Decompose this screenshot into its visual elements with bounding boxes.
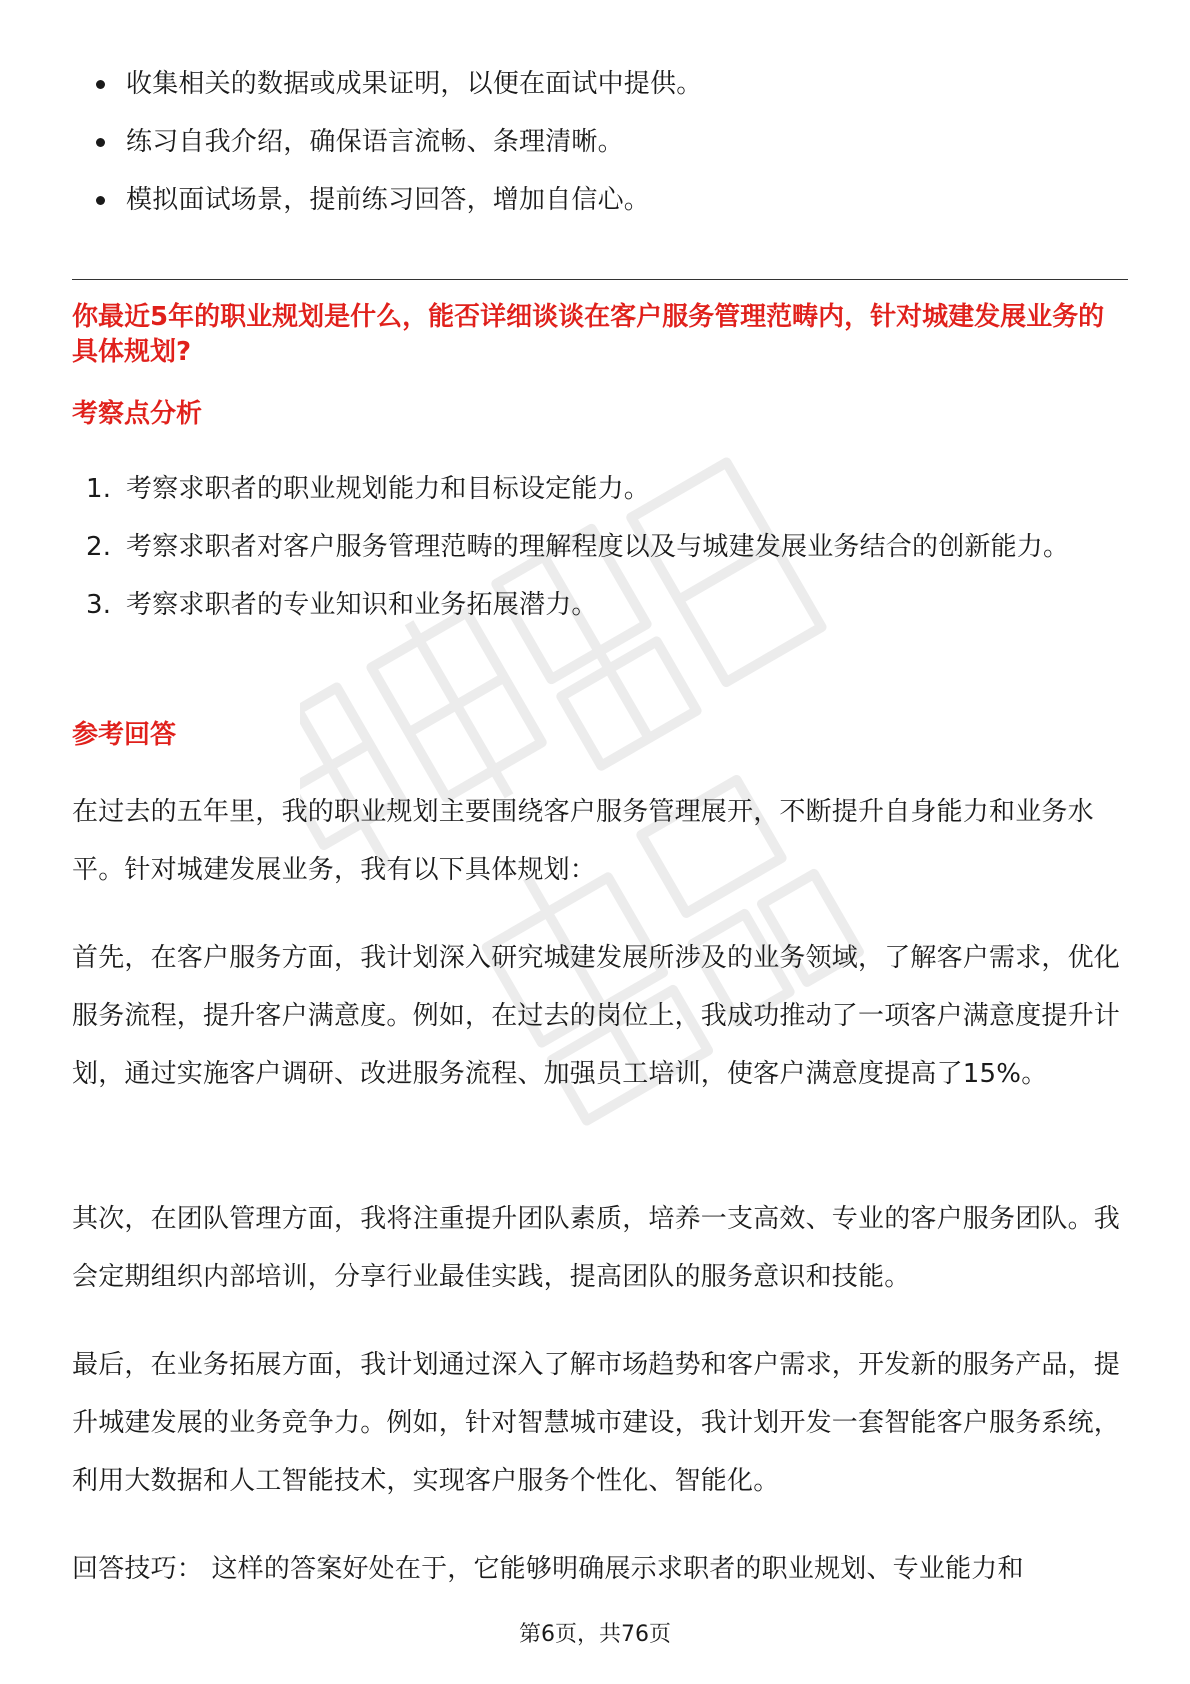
answer-paragraph: 最后，在业务拓展方面，我计划通过深入了解市场趋势和客户需求，开发新的服务产品，提升城建发展的业务竞争力。例如，针对智慧城市建设，我计划开发一套智能客户服务系统，利用大数据和人工智能技术，实现客户服务个性化、智能化。 (72, 1350, 1121, 1496)
list-item-text: 考察求职者的职业规划能力和目标设定能力。 (126, 474, 651, 504)
list-item-number: 1. (86, 474, 112, 504)
interview-question: 你最近5年的职业规划是什么，能否详细谈谈在客户服务管理范畴内，针对城建发展业务的具体规划? (72, 302, 1105, 367)
list-item-text: 模拟面试场景，提前练习回答，增加自信心。 (126, 185, 651, 215)
bullet-icon (96, 80, 105, 89)
section-divider (72, 279, 1128, 280)
answer-paragraph: 首先，在客户服务方面，我计划深入研究城建发展所涉及的业务领域，了解客户需求，优化服务流程，提升客户满意度。例如，在过去的岗位上，我成功推动了一项客户满意度提升计划，通过实施客户调研、改进服务流程、加强员工培训，使客户满意度提高了15%。 (72, 943, 1121, 1089)
answer-paragraph: 其次，在团队管理方面，我将注重提升团队素质，培养一支高效、专业的客户服务团队。我会定期组织内部培训，分享行业最佳实践，提高团队的服务意识和技能。 (72, 1204, 1121, 1292)
page-number: 第6页，共76页 (519, 1622, 671, 1647)
list-item (72, 518, 1128, 576)
list-item (72, 171, 1128, 229)
bullet-icon (96, 138, 105, 147)
analysis-points-list (72, 460, 1128, 634)
preparation-tips-list (72, 55, 1128, 229)
answer-tip-paragraph: 回答技巧： 这样的答案好处在于，它能够明确展示求职者的职业规划、专业能力和 (72, 1554, 1024, 1584)
list-item (72, 576, 1128, 634)
list-item (72, 460, 1128, 518)
list-item (72, 113, 1128, 171)
list-item-number: 2. (86, 532, 112, 562)
list-item-text: 考察求职者的专业知识和业务拓展潜力。 (126, 590, 598, 620)
list-item-number: 3. (86, 590, 112, 620)
analysis-heading: 考察点分析 (72, 399, 203, 429)
answer-paragraph: 在过去的五年里，我的职业规划主要围绕客户服务管理展开，不断提升自身能力和业务水平。针对城建发展业务，我有以下具体规划： (72, 797, 1094, 885)
bullet-icon (96, 196, 105, 205)
answer-heading: 参考回答 (72, 720, 177, 750)
list-item-text: 收集相关的数据或成果证明，以便在面试中提供。 (126, 69, 703, 99)
list-item-text: 练习自我介绍，确保语言流畅、条理清晰。 (126, 127, 624, 157)
list-item-text: 考察求职者对客户服务管理范畴的理解程度以及与城建发展业务结合的创新能力。 (126, 532, 1070, 562)
document-page (72, 0, 1128, 1684)
list-item (72, 55, 1128, 113)
